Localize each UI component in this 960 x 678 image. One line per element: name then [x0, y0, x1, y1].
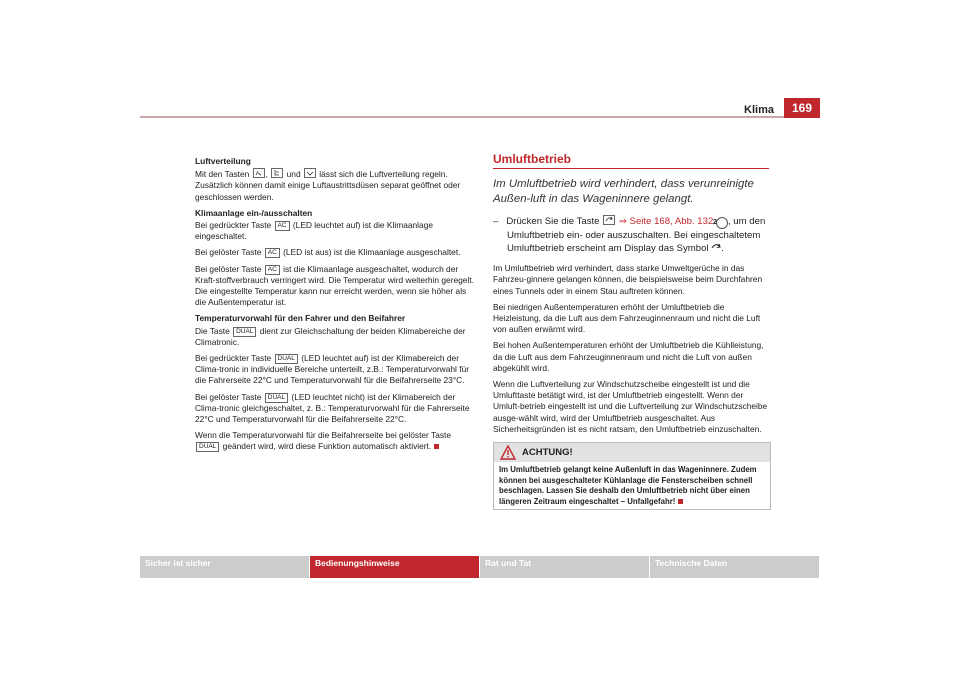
dual-key: DUAL: [233, 327, 256, 337]
paragraph-high-temp: Bei hohen Außentemperaturen erhöht der Umluftbetrieb die Kühlleistung, da die Luft aus dem Fahrzeuginnenraum und nicht die Luft von außen abgekühlt wird.: [493, 340, 764, 373]
warning-box: [493, 442, 771, 510]
paragraph-dual-intro: Die Taste DUAL dient zur Gleichschaltung der beiden Klimabereiche der Climatronic.: [195, 325, 466, 347]
recirculation-display-icon: [711, 243, 721, 254]
paragraph-windshield: Wenn die Luftverteilung zur Windschutzscheibe eingestellt ist und die Umlufttaste betätigt wird, ist der Umluftbetrieb eingestellt. Wenn der Umluft-betrieb eingestellt ist und die Luftverteilung zur Windschutzscheibe ausge-wählt wird, wird der Umluftbetrieb ausgeschaltet. Aus Sicherheitsgründen ist es nicht ratsam, den Umluftbetrieb einzuschalten.: [493, 379, 768, 434]
left-column: [195, 156, 475, 458]
instruction-step: – Drücken Sie die Taste ⇒ Seite 168, Abb. 132 2 , um den Umluftbetrieb ein- oder auszuschalten. Bei eingeschaltetem Umluftbetrieb erscheint am Display das Symbol .: [493, 216, 766, 255]
ac-key: AC: [265, 265, 280, 275]
ac-key: AC: [275, 221, 290, 231]
right-column: [493, 154, 769, 440]
section-lead: Im Umluftbetrieb wird verhindert, dass verunreinigte Außen-luft in das Wageninnere gelangt.: [493, 178, 754, 206]
warning-icon: [500, 445, 516, 465]
footer-nav: [140, 556, 820, 578]
dual-key: DUAL: [265, 393, 288, 403]
paragraph-ac-off: Bei gelöster Taste AC (LED ist aus) ist die Klimaanlage ausgeschaltet.: [195, 247, 461, 258]
air-windshield-icon: [253, 168, 265, 178]
heading-klimaanlage: Klimaanlage ein-/ausschalten: [195, 207, 313, 218]
callout-number: 2: [716, 217, 728, 229]
ac-key: AC: [265, 248, 280, 258]
dual-key: DUAL: [196, 442, 219, 452]
heading-temperaturvorwahl: Temperaturvorwahl für den Fahrer und den Beifahrer: [195, 313, 406, 324]
page-title: Klima: [744, 104, 774, 116]
section-title: Umluftbetrieb: [493, 154, 769, 169]
air-upper-icon: [271, 168, 283, 178]
paragraph-ac-on: Bei gedrückter Taste AC (LED leuchtet auf) ist die Klimaanlage eingeschaltet.: [195, 220, 434, 242]
header-rule: [140, 116, 820, 118]
page-number: 169: [784, 98, 820, 118]
dual-key: DUAL: [275, 354, 298, 364]
warning-title: ACHTUNG!: [522, 447, 573, 458]
warning-header: [494, 443, 770, 462]
warning-body: Im Umluftbetrieb gelangt keine Außenluft in das Wageninnere. Zudem können bei ausgeschalteter Kühlanlage die Fensterscheiben schnell beschlagen. Lassen Sie deshalb den Umluftbetrieb nicht über einen längeren Zeitraum eingeschaltet – Unfallgefahr!: [499, 465, 757, 506]
paragraph-dual-auto: Wenn die Temperaturvorwahl für die Beifahrerseite bei gelöster Taste DUAL geändert wird, wird diese Funktion automatisch aktiviert.: [195, 430, 452, 452]
heading-luftverteilung: Luftverteilung: [195, 156, 251, 166]
recirculation-icon: [603, 215, 615, 225]
paragraph-odors: Im Umluftbetrieb wird verhindert, dass starke Umweltgerüche in das Fahrzeu-ginnere gelangen können, die beispielsweise beim Durchfahren eines Tunnels oder in einem Stau auftreten können.: [493, 263, 763, 296]
paragraph-dual-off: Bei gelöster Taste DUAL (LED leuchtet nicht) ist der Klimabereich der Clima-tronic gleichgeschaltet, z. B.: Temperaturvorwahl für die Fahrerseite 22°C und Temperaturvorwahl für die Beifahrerseite 22°C.: [195, 391, 470, 425]
footer-tab-bedienungshinweise[interactable]: Bedienungshinweise: [310, 556, 479, 578]
end-of-section-mark: [434, 444, 439, 449]
air-footwell-icon: [304, 168, 316, 178]
paragraph-dual-on: Bei gedrückter Taste DUAL (LED leuchtet auf) ist der Klimabereich der Clima-tronic in individuelle Bereiche unterteilt, z.B.: Temperaturvorwahl für die Fahrerseite 22°C und Temperaturvorwahl für die Beifahrerseite 23°C.: [195, 353, 470, 386]
paragraph-low-temp: Bei niedrigen Außentemperaturen erhöht der Umluftbetrieb die Heizleistung, da die Luft aus dem Fahrzeuginnenraum und nicht die Luft von außen erwärmt wird.: [493, 301, 761, 335]
footer-tab-technische-daten[interactable]: Technische Daten: [650, 556, 819, 578]
end-of-section-mark: [678, 499, 683, 504]
page-reference-link[interactable]: ⇒ Seite 168, Abb. 132: [618, 216, 714, 228]
footer-tab-rat-und-tat[interactable]: Rat und Tat: [480, 556, 649, 578]
paragraph-ac-economy: Bei gelöster Taste AC ist die Klimaanlage ausgeschaltet, wodurch der Kraft-stoffverbrauch verringert wird. Die Temperatur wird weiterhin geregelt. Die eingestellte Temperatur kann nur erreicht werden, wenn sie höher als die Außentemperatur ist.: [195, 263, 474, 308]
footer-tab-sicher[interactable]: Sicher ist sicher: [140, 556, 309, 578]
paragraph-luftverteilung: Mit den Tasten , und lässt sich die Luftverteilung regeln. Zusätzlich können damit einige Luftaustrittsdüsen separat geöffnet oder geschlossen werden.: [195, 169, 461, 202]
